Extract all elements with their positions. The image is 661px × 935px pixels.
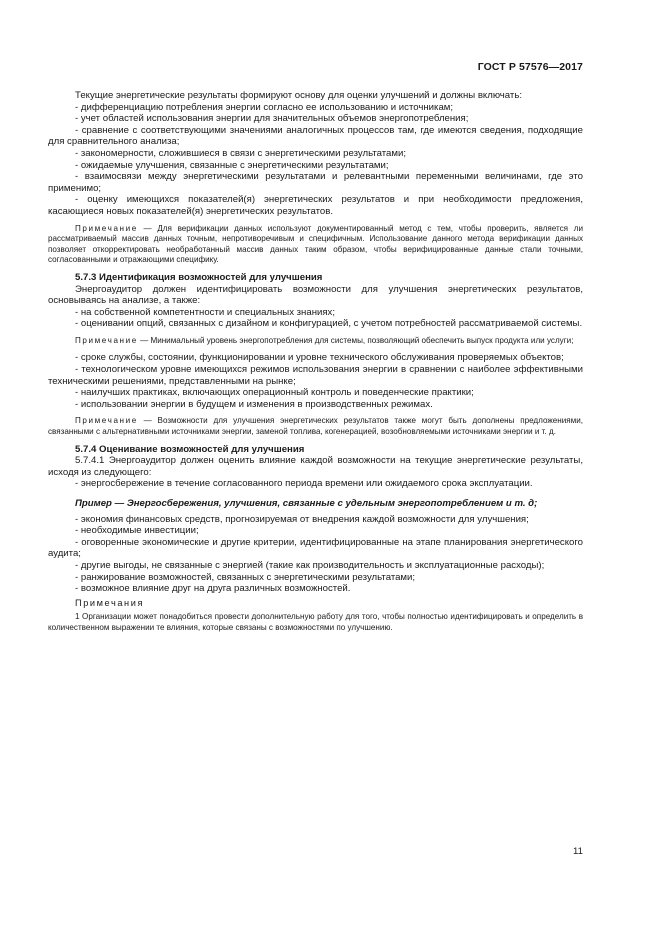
note-min-energy: [48, 336, 583, 347]
note-text: — Минимальный уровень энергопотребления для системы, позволяющий обеспечить выпуск продукта или услуги;: [137, 335, 574, 345]
section-intro: Энергоаудитор должен идентифицировать возможности для улучшения энергетических результатов, основываясь на анализе, а также:: [48, 283, 583, 307]
notes-title: Примечания: [75, 597, 145, 608]
note-label: Примечание: [75, 223, 138, 233]
list-item: - сроке службы, состоянии, функционировании и уровне технического обслуживания проверяемых объектов;: [75, 352, 564, 364]
list-item: - на собственной компетентности и специальных знаниях;: [75, 306, 336, 318]
document-header: ГОСТ Р 57576—2017: [477, 61, 583, 73]
list-item: - другие выгоды, не связанные с энергией (такие как производительность и эксплуатационные расходы);: [75, 559, 545, 571]
list-item: - оценивании опций, связанных с дизайном и конфигурацией, с учетом потребностей рассматриваемой системы.: [75, 318, 583, 330]
note-1: 1 Организации может понадобиться провести дополнительную работу для того, чтобы полностью идентифицировать и определить в количественном выражении те влияния, которые связаны с возможностями по улучшению.: [48, 612, 583, 632]
list-item: - сравнение с соответствующими значениями аналогичных процессов там, где имеются сведения, подходящие для сравнительного анализа;: [48, 124, 583, 148]
list-item: - энергосбережение в течение согласованного периода времени или ожидаемого срока эксплуатации.: [75, 478, 533, 490]
list-item: - оценку имеющихся показателей(я) энергетических результатов и при необходимости предложения, касающиеся новых показателей(я) энергетических результатов.: [48, 194, 583, 217]
intro-paragraph: Текущие энергетические результаты формируют основу для оценки улучшений и должны включать:: [75, 90, 522, 101]
example-line: Пример — Энергосбережения, улучшения, связанные с удельным энергопотреблением и т. д;: [75, 498, 538, 509]
page-number: 11: [573, 846, 583, 857]
list-item: - возможное влияние друг на друга различных возможностей.: [75, 583, 351, 595]
list-item: - взаимосвязи между энергетическими результатами и релевантными переменными величинами, где это применимо;: [48, 171, 583, 194]
list-item: - закономерности, сложившиеся в связи с энергетическими результатами;: [75, 147, 406, 159]
list-item: - дифференциацию потребления энергии согласно ее использованию и источникам;: [75, 101, 454, 113]
section-intro: 5.7.4.1 Энергоаудитор должен оценить влияние каждой возможности на текущие энергетические результаты, исходя из следующего:: [48, 455, 583, 478]
list-item: - ожидаемые улучшения, связанные с энергетическими результатами;: [75, 159, 389, 171]
note-text: — Для верификации данных используют документированный метод с тем, чтобы проверить, является ли рассматриваемый массив данных точным, непротиворечивым и специфичным. Использование данного метода верификации данных позволяет откорректировать необработанный массив данных таким образом, чтобы верифицированные данные стали точными, согласованными и отражающими специфику.: [48, 223, 583, 265]
list-item: - экономия финансовых средств, прогнозируемая от внедрения каждой возможности для улучшения;: [75, 513, 529, 525]
note-label: Примечание: [75, 416, 138, 426]
list-item: - ранжирование возможностей, связанных с энергетическими результатами;: [75, 571, 416, 583]
list-item: - оговоренные экономические и другие критерии, идентифицированные на этапе планирования энергетического аудита;: [48, 536, 583, 560]
section-heading-573: 5.7.3 Идентификация возможностей для улучшения: [75, 271, 323, 283]
list-item: - технологическом уровне имеющихся режимов использования энергии в сравнении с наиболее эффективными техническими решениями, представленными на рынке;: [48, 364, 583, 387]
section-heading-574: 5.7.4 Оценивание возможностей для улучшения: [75, 443, 305, 455]
note-verification: [48, 224, 583, 266]
list-item: - учет областей использования энергии для значительных объемов энергопотребления;: [75, 113, 469, 125]
list-item: - использовании энергии в будущем и изменения в производственных режимах.: [75, 398, 433, 410]
page-body: [48, 90, 583, 634]
note-alternatives: [48, 416, 583, 437]
list-item: - наилучших практиках, включающих операционный контроль и поведенческие практики;: [75, 387, 474, 399]
list-item: - необходимые инвестиции;: [75, 525, 199, 537]
note-text: — Возможности для улучшения энергетических результатов также могут быть дополнены предложениями, связанными с альтернативными источниками энергии, заменой топлива, когенерацией, возобновляемыми источниками энергии и т. д.: [48, 416, 583, 437]
note-label: Примечание: [75, 335, 138, 345]
